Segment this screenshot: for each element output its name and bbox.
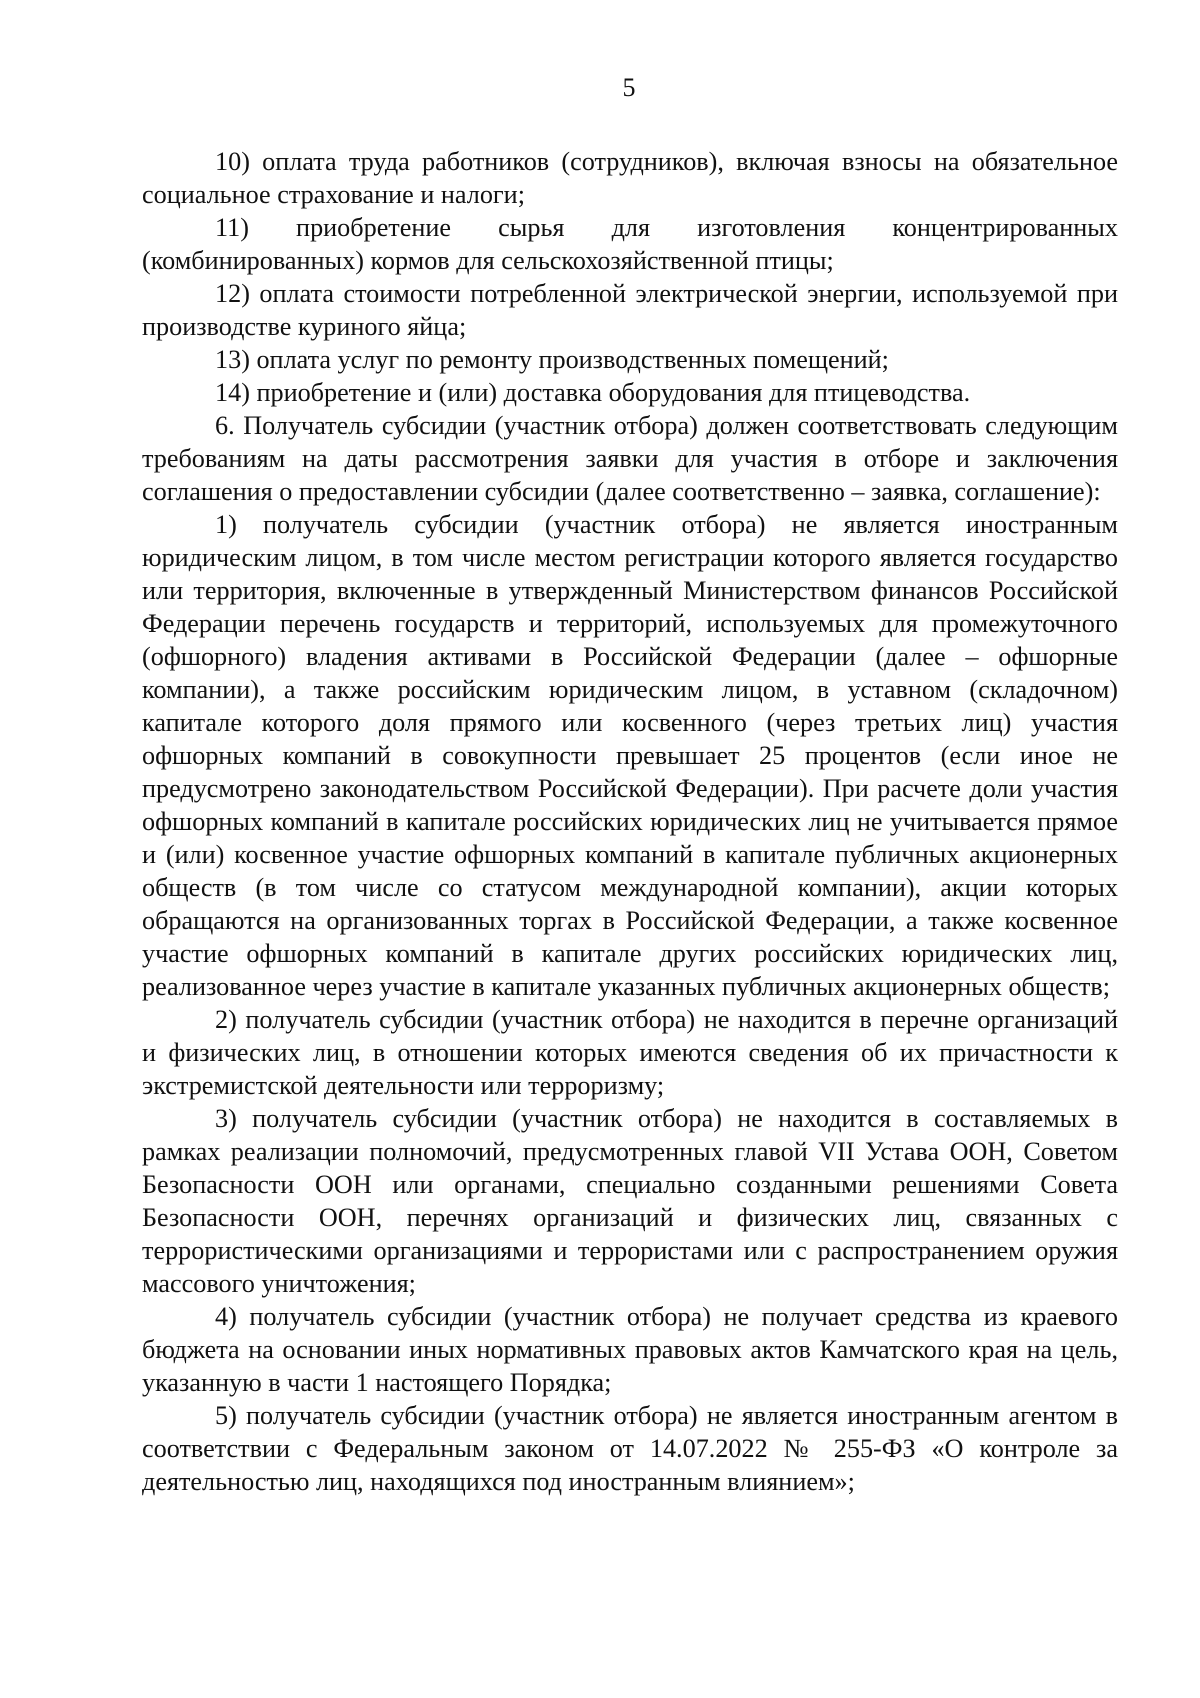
paragraph-requirement-1: 1) получатель субсидии (участник отбора) не является иностранным юридическим лицом, в том числе местом регистрации которого является государство или территория, включенные в утвержденный Министерством финансов Российской Федерации перечень государств и территорий, используемых для промежуточного (офшорного) владения активами в Российской Федерации (далее – офшорные компании), а также российским юридическим лицом, в уставном (складочном) капитале которого доля прямого или косвенного (через третьих лиц) участия офшорных компаний в совокупности превышает 25 процентов (если иное не предусмотрено законодательством Российской Федерации). При расчете доли участия офшорных компаний в капитале российских юридических лиц не учитывается прямое и (или) косвенное участие офшорных компаний в капитале публичных акционерных обществ (в том числе со статусом международной компании), акции которых обращаются на организованных торгах в Российской Федерации, а также косвенное участие офшорных компаний в капитале других российских юридических лиц, реализованное через участие в капитале указанных публичных акционерных обществ; [142, 510, 1118, 1001]
paragraph-requirement-5: 5) получатель субсидии (участник отбора) не является иностранным агентом в соответствии с Федеральным законом от 14.07.2022 № 255-ФЗ «О контроле за деятельностью лиц, находящихся под иностранным влиянием»; [142, 1401, 1118, 1496]
paragraph-requirement-2: 2) получатель субсидии (участник отбора) не находится в перечне организаций и физических лиц, в отношении которых имеются сведения об их причастности к экстремистской деятельности или терроризму; [142, 1005, 1118, 1100]
document-body [142, 145, 1118, 1498]
paragraph-item-12: 12) оплата стоимости потребленной электрической энергии, используемой при производстве куриного яйца; [142, 279, 1118, 341]
paragraph-item-14: 14) приобретение и (или) доставка оборудования для птицеводства. [215, 378, 971, 407]
paragraph-requirement-3: 3) получатель субсидии (участник отбора) не находится в составляемых в рамках реализации полномочий, предусмотренных главой VII Устава ООН, Советом Безопасности ООН или органами, специально созданными решениями Совета Безопасности ООН, перечнях организаций и физических лиц, связанных с террористическими организациями и террористами или с распространением оружия массового уничтожения; [142, 1104, 1118, 1298]
paragraph-item-11: 11) приобретение сырья для изготовления концентрированных (комбинированных) кормов для сельскохозяйственной птицы; [142, 213, 1118, 275]
paragraph-item-13: 13) оплата услуг по ремонту производственных помещений; [215, 345, 889, 374]
paragraph-section-6: 6. Получатель субсидии (участник отбора) должен соответствовать следующим требованиям на даты рассмотрения заявки для участия в отборе и заключения соглашения о предоставлении субсидии (далее соответственно – заявка, соглашение): [142, 411, 1118, 506]
paragraph-item-10: 10) оплата труда работников (сотрудников), включая взносы на обязательное социальное страхование и налоги; [142, 147, 1118, 209]
page-number: 5 [622, 73, 636, 102]
paragraph-requirement-4: 4) получатель субсидии (участник отбора) не получает средства из краевого бюджета на основании иных нормативных правовых актов Камчатского края на цель, указанную в части 1 настоящего Порядка; [142, 1302, 1118, 1397]
